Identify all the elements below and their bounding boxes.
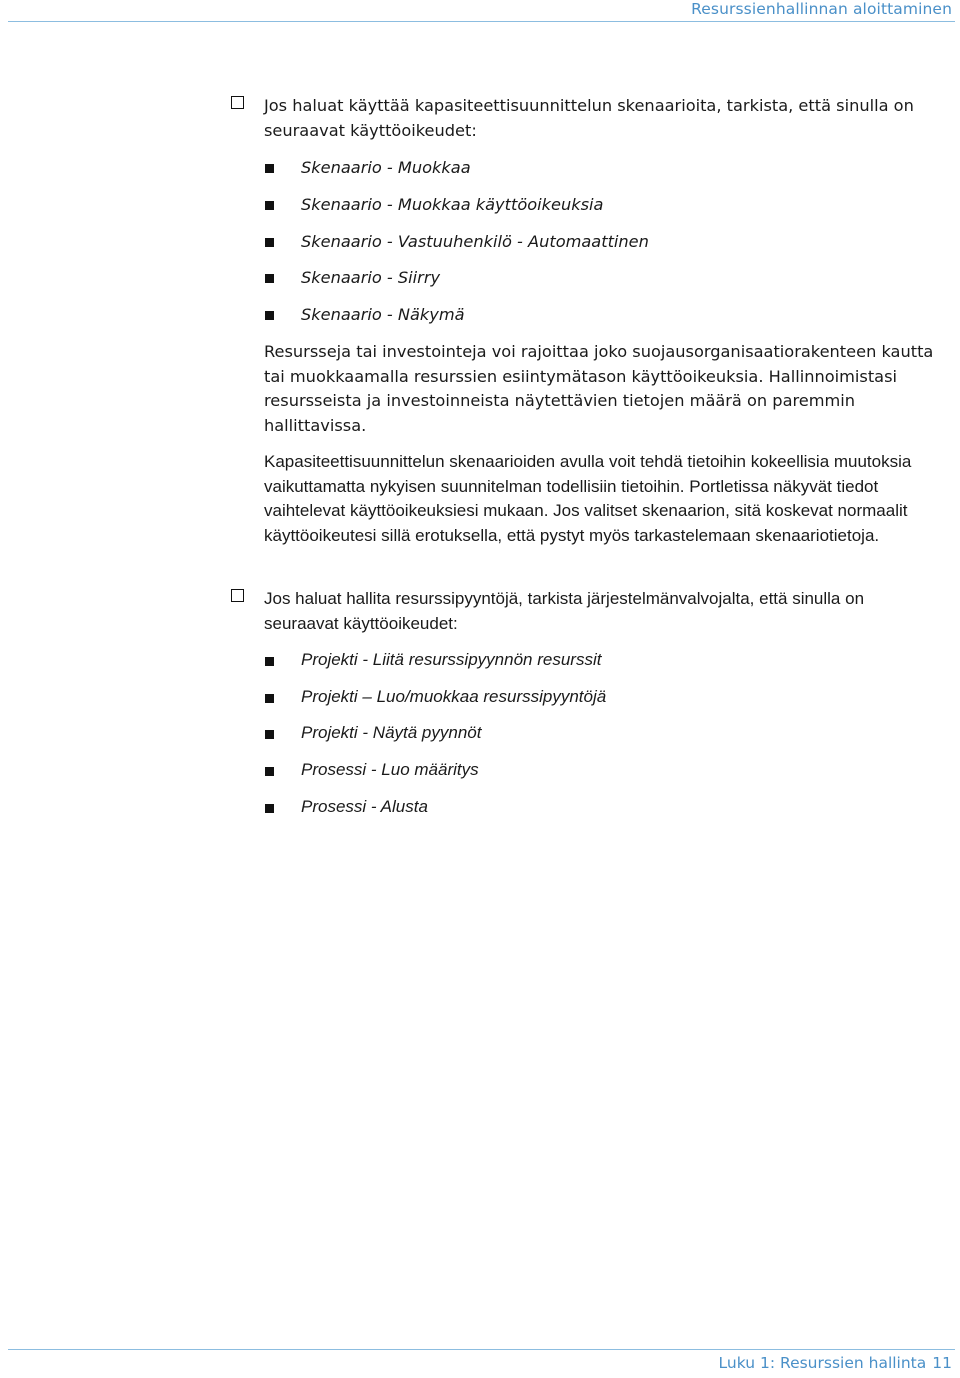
section1-paragraph-2: Kapasiteettisuunnittelun skenaarioiden avulla voit tehdä tietoihin kokeellisia muutoksia vaikuttamatta nykyisen suunnitelman todellisiin tietoihin. Portletissa näkyvät tiedot vaihtelevat käyttöoikeuksiesi mukaan. Jos valitset skenaarion, sitä koskevat normaalit käyttöoikeutesi sillä erotuksella, että pystyt myös tarkastelemaan skenaariotietoja. bbox=[264, 452, 912, 545]
footer-rule bbox=[8, 1349, 955, 1350]
section1-paragraph-1: Resursseja tai investointeja voi rajoittaa joko suojausorganisaatiorakenteen kautta tai muokkaamalla resurssien esiintymätason käyttöoikeuksia. Hallinnoimistasi resursseista ja investoinneista näytettävien tietojen määrä on paremmin hallittavissa. bbox=[264, 342, 934, 435]
checkbox-icon[interactable] bbox=[231, 589, 244, 602]
square-bullet-icon bbox=[265, 274, 274, 283]
running-header-title: Resurssienhallinnan aloittaminen bbox=[691, 0, 952, 18]
square-bullet-icon bbox=[265, 804, 274, 813]
square-bullet-icon bbox=[265, 694, 274, 703]
square-bullet-icon bbox=[265, 164, 274, 173]
page-number: 11 bbox=[932, 1354, 952, 1372]
permission-item: Prosessi - Luo määritys bbox=[301, 760, 479, 779]
permission-item: Skenaario - Vastuuhenkilö - Automaattinen bbox=[301, 232, 649, 251]
square-bullet-icon bbox=[265, 311, 274, 320]
permission-item: Skenaario - Siirry bbox=[301, 268, 441, 287]
section1-intro: Jos haluat käyttää kapasiteettisuunnittelun skenaarioita, tarkista, että sinulla on seuraavat käyttöoikeudet: bbox=[264, 96, 914, 140]
permission-item: Projekti - Liitä resurssipyynnön resurssit bbox=[301, 650, 602, 669]
permission-item: Projekti - Näytä pyynnöt bbox=[301, 723, 482, 742]
permission-item: Projekti – Luo/muokkaa resurssipyyntöjä bbox=[301, 687, 607, 706]
section2-intro: Jos haluat hallita resurssipyyntöjä, tarkista järjestelmänvalvojalta, että sinulla on seuraavat käyttöoikeudet: bbox=[264, 589, 865, 633]
square-bullet-icon bbox=[265, 201, 274, 210]
checkbox-icon[interactable] bbox=[231, 96, 244, 109]
header-rule bbox=[8, 21, 955, 22]
permission-item: Skenaario - Muokkaa käyttöoikeuksia bbox=[301, 195, 604, 214]
permission-item: Skenaario - Näkymä bbox=[301, 305, 465, 324]
permission-item: Skenaario - Muokkaa bbox=[301, 158, 471, 177]
permission-item: Prosessi - Alusta bbox=[301, 797, 428, 816]
square-bullet-icon bbox=[265, 657, 274, 666]
square-bullet-icon bbox=[265, 767, 274, 776]
footer-chapter: Luku 1: Resurssien hallinta bbox=[718, 1354, 927, 1372]
square-bullet-icon bbox=[265, 238, 274, 247]
square-bullet-icon bbox=[265, 730, 274, 739]
running-footer bbox=[719, 1354, 952, 1372]
